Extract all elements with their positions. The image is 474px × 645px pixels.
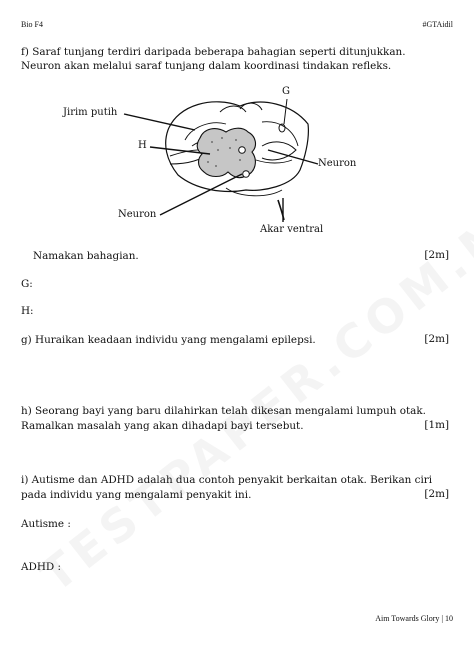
- marks-g: [2m]: [424, 333, 449, 345]
- question-i-line2: pada individu yang mengalami penyakit ini.: [21, 489, 252, 501]
- instruction-namakan: Namakan bahagian.: [33, 250, 139, 262]
- label-g: G: [282, 86, 290, 97]
- pointer-neuron-left: [160, 174, 242, 215]
- spinal-cord-diagram: [0, 80, 474, 245]
- question-g: g) Huraikan keadaan individu yang mengalami epilepsi.: [21, 334, 316, 346]
- label-neuron-left: Neuron: [118, 209, 157, 220]
- footer-slogan: Aim Towards Glory: [375, 614, 440, 623]
- label-akar-ventral: Akar ventral: [260, 224, 324, 235]
- right-spinal-nerve: [262, 142, 296, 160]
- question-f-line1: f) Saraf tunjang terdiri daripada beberapa bahagian seperti ditunjukkan.: [21, 46, 406, 58]
- answer-g-label: G:: [21, 278, 33, 290]
- neuron-cell-body: [243, 171, 250, 178]
- question-h-line1: h) Seorang bayi yang baru dilahirkan telah dikesan mengalami lumpuh otak.: [21, 405, 426, 417]
- question-f-line2: Neuron akan melalui saraf tunjang dalam koordinasi tindakan refleks.: [21, 60, 392, 72]
- label-h: H: [138, 140, 147, 151]
- question-i-line1: i) Autisme dan ADHD adalah dua contoh penyakit berkaitan otak. Berikan ciri: [21, 474, 433, 486]
- footer-separator: |: [441, 614, 445, 623]
- marks-namakan: [2m]: [424, 249, 449, 261]
- marks-i: [2m]: [424, 488, 449, 500]
- marks-h: [1m]: [424, 419, 449, 431]
- page-number: 10: [445, 614, 453, 623]
- pointer-g: [284, 99, 287, 124]
- answer-autisme-label: Autisme :: [21, 518, 71, 530]
- label-neuron-right: Neuron: [318, 158, 357, 169]
- footer: [375, 614, 453, 623]
- answer-h-label: H:: [21, 305, 34, 317]
- label-jirim-putih: Jirim putih: [63, 107, 118, 118]
- neuron-cell-body: [239, 147, 246, 154]
- header-tag: #GTAidil: [422, 20, 453, 29]
- header-subject: Bio F4: [21, 20, 44, 29]
- question-h-line2: Ramalkan masalah yang akan dihadapi bayi tersebut.: [21, 420, 304, 432]
- answer-adhd-label: ADHD :: [21, 561, 62, 573]
- pointer-jirim-putih: [124, 114, 195, 130]
